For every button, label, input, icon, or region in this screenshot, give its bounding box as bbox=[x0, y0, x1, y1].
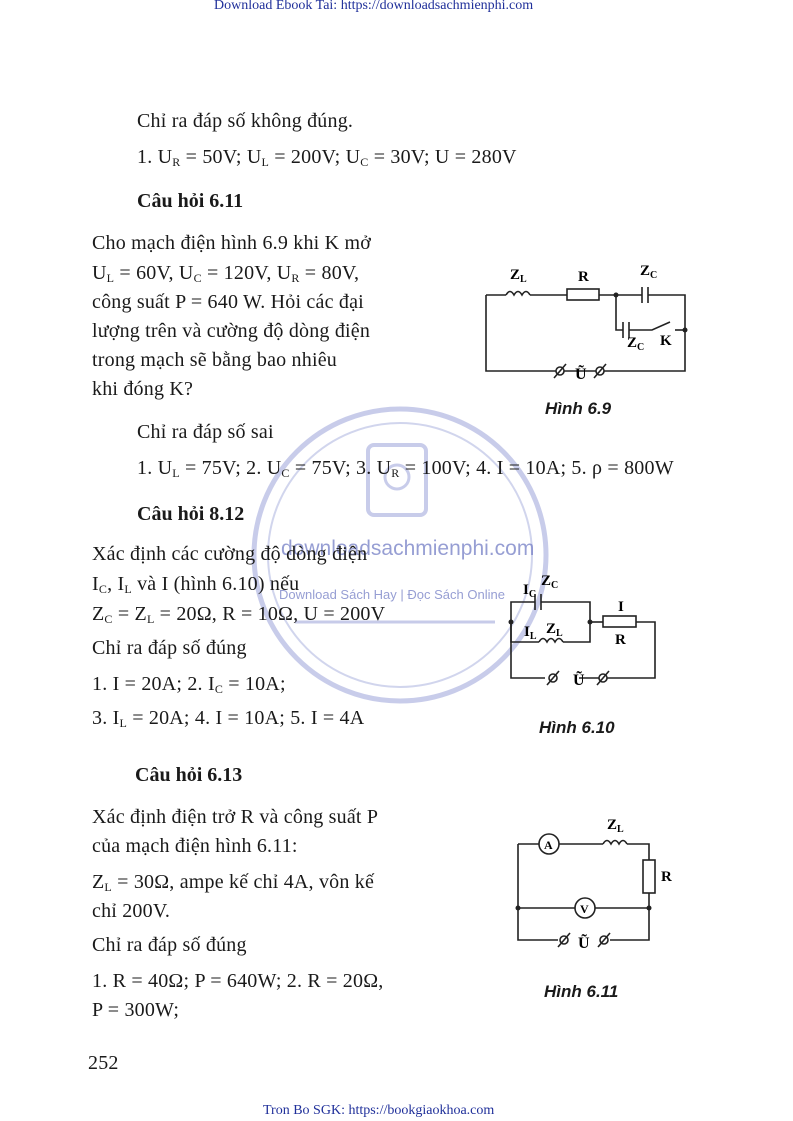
q611-line-4: lượng trên và cường độ dòng điện bbox=[92, 320, 371, 342]
q611-prompt: Chỉ ra đáp số sai bbox=[137, 421, 274, 443]
q812-answer-2: 3. $I_L = 20A$; 4. I = 10A; 5. I = 4A bbox=[92, 707, 365, 730]
prev-answer: 1. $U_R = 50V$; $U_L = 200V$; $U_C = 30V$; U = 280V bbox=[137, 146, 517, 169]
q613-answer-2: P = 300W; bbox=[92, 999, 180, 1021]
fig611-zl-label: $Z_L$ bbox=[607, 817, 624, 835]
fig610-r-label: R bbox=[615, 632, 626, 648]
header-download-link[interactable]: Download Ebook Tai: https://downloadsachmienphi.com bbox=[214, 0, 534, 13]
q812-title: Câu hỏi 8.12 bbox=[137, 503, 245, 525]
q613-title: Câu hỏi 6.13 bbox=[135, 764, 243, 786]
page-number: 252 bbox=[88, 1052, 119, 1074]
q611-line-5: trong mạch sẽ bằng bao nhiêu bbox=[92, 349, 337, 371]
fig69-caption: Hình 6.9 bbox=[545, 399, 612, 418]
q812-line-3: $Z_C = Z_L = 20\Omega$, R = 10Ω, U = 200V bbox=[92, 603, 386, 626]
fig69-k-label: K bbox=[660, 333, 672, 349]
fig69-zl-label: $Z_L$ bbox=[510, 267, 527, 285]
q611-line-2: $U_L = 60V$, $U_C = 120V$, $U_R = 80V$, bbox=[92, 262, 360, 285]
q611-answers: 1. $U_L = 75V$; 2. $U_C = 75V$; 3. $U_R = 100V$; 4. I = 10A; 5. ρ = 800W bbox=[137, 457, 674, 480]
footer-link[interactable]: Tron Bo SGK: https://bookgiaokhoa.com bbox=[263, 1103, 495, 1118]
q613-line-3: $Z_L = 30\Omega$, ampe kế chỉ 4A, vôn kế bbox=[92, 871, 375, 894]
fig610-ic-label: $I_C$ bbox=[523, 582, 537, 600]
q611-title: Câu hỏi 6.11 bbox=[137, 190, 244, 212]
fig610-zl-label: $Z_L$ bbox=[546, 621, 563, 639]
q611-line-3: công suất P = 640 W. Hỏi các đại bbox=[92, 291, 364, 313]
q613-line-1: Xác định điện trở R và công suất P bbox=[92, 806, 379, 828]
prev-prompt: Chỉ ra đáp số không đúng. bbox=[137, 110, 354, 132]
fig69-zc-bottom-label: $Z_C$ bbox=[627, 335, 645, 353]
watermark-tagline: Download Sách Hay | Đọc Sách Online bbox=[279, 587, 505, 602]
fig611-u-label: Ũ bbox=[578, 935, 590, 952]
q812-line-1: Xác định các cường độ dòng điện bbox=[92, 543, 368, 565]
fig610-u-label: Ũ bbox=[573, 672, 585, 689]
watermark-site: downloadsachmienphi.com bbox=[281, 537, 535, 560]
fig69-r-label: R bbox=[578, 269, 589, 285]
q812-prompt: Chỉ ra đáp số đúng bbox=[92, 637, 247, 659]
q611-line-6: khi đóng K? bbox=[92, 378, 194, 400]
fig610-il-label: $I_L$ bbox=[524, 624, 537, 642]
q613-line-2: của mạch điện hình 6.11: bbox=[92, 835, 298, 857]
circuit-figure-6-10 bbox=[495, 568, 675, 693]
fig611-voltmeter-label: V bbox=[580, 902, 589, 916]
q812-line-2: $I_C$, $I_L$ và I (hình 6.10) nếu bbox=[92, 573, 300, 596]
fig611-caption: Hình 6.11 bbox=[544, 982, 619, 1001]
q613-answer-1: 1. R = 40Ω; P = 640W; 2. R = 20Ω, bbox=[92, 970, 384, 992]
fig611-r-label: R bbox=[661, 869, 672, 885]
q613-line-4: chỉ 200V. bbox=[92, 900, 171, 922]
fig69-zc-top-label: $Z_C$ bbox=[640, 263, 658, 281]
q611-line-1: Cho mạch điện hình 6.9 khi K mở bbox=[92, 232, 371, 254]
fig610-i-label: I bbox=[618, 599, 624, 615]
q613-prompt: Chỉ ra đáp số đúng bbox=[92, 934, 247, 956]
circuit-figure-6-9 bbox=[470, 255, 700, 385]
fig611-ammeter-label: A bbox=[544, 838, 553, 852]
fig69-u-label: Ũ bbox=[575, 366, 587, 383]
fig610-zc-label: $Z_C$ bbox=[541, 573, 559, 591]
circuit-figure-6-11 bbox=[505, 812, 685, 952]
q812-answer-1: 1. I = 20A; 2. $I_C = 10A$; bbox=[92, 673, 286, 696]
fig610-caption: Hình 6.10 bbox=[539, 718, 615, 737]
